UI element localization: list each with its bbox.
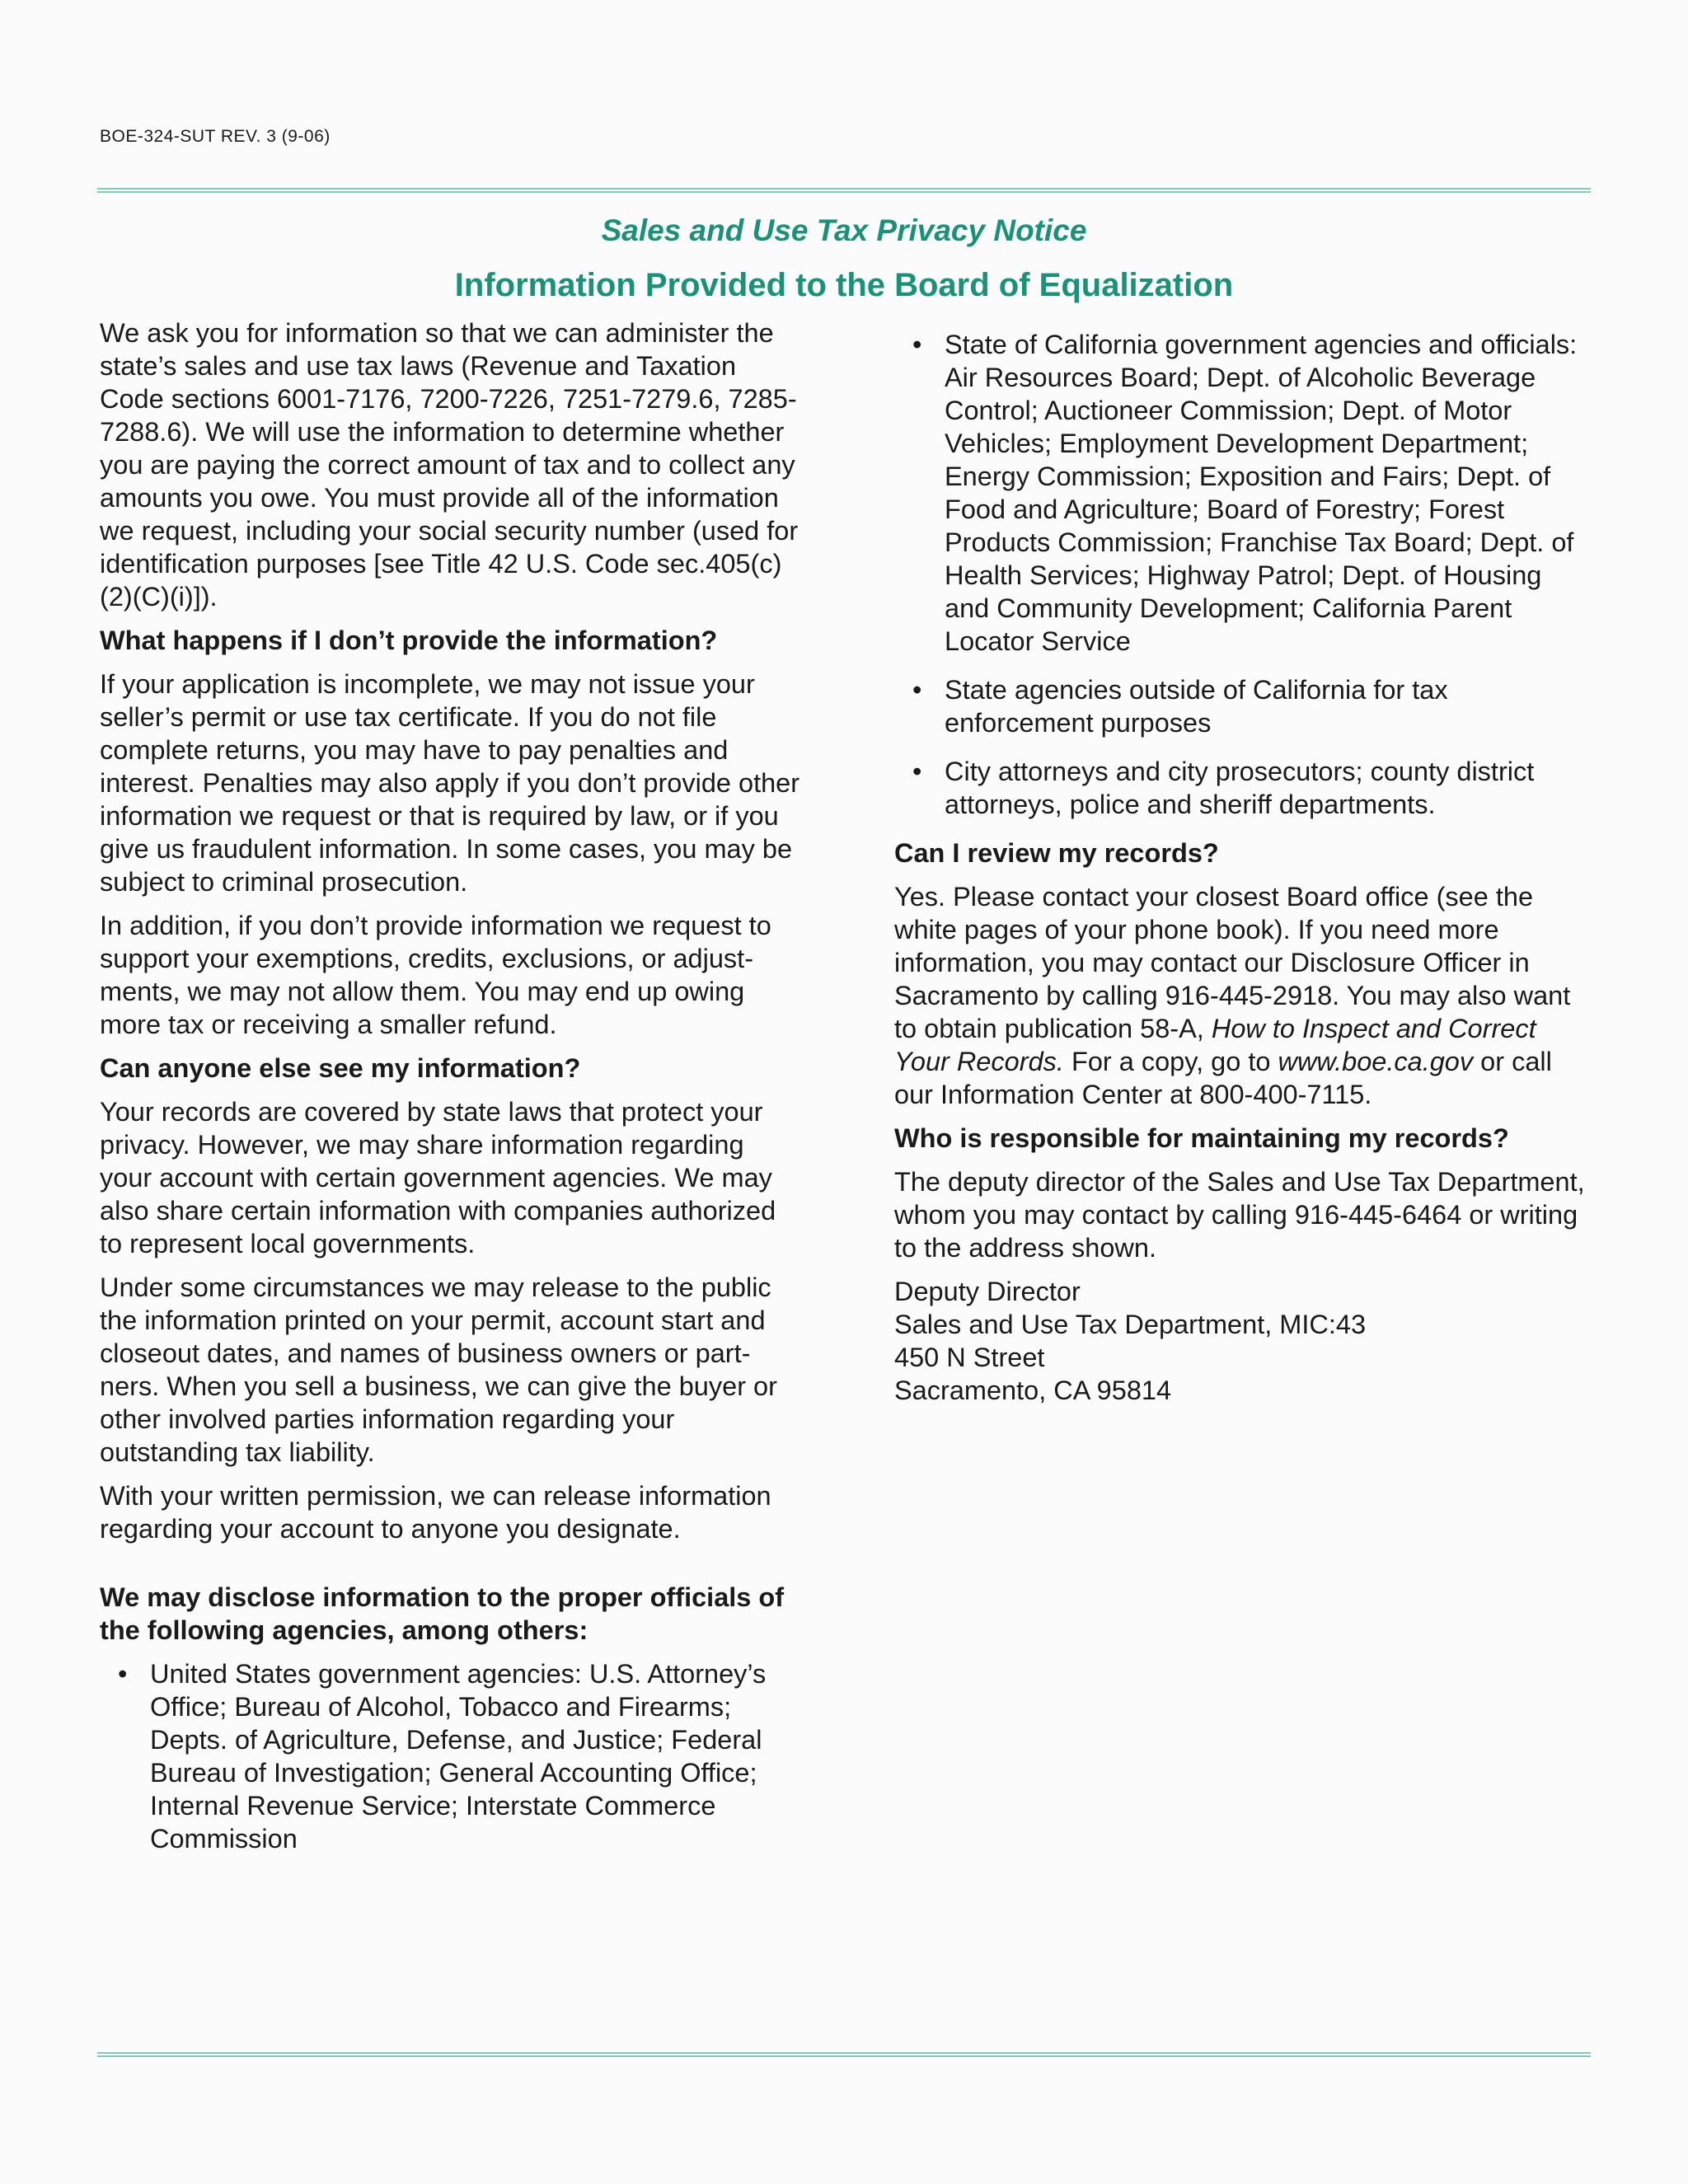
- address-line: Sales and Use Tax Department, MIC:43: [894, 1310, 1367, 1339]
- bullet-city-agencies: City attorneys and city prosecutors; county district attorneys, police and sheriff departments.: [945, 757, 1535, 819]
- list-item: [894, 755, 1591, 821]
- address-line: 450 N Street: [894, 1343, 1045, 1372]
- list-item: [100, 1657, 800, 1855]
- review-text-c: or call our Information Center at 800-400-7115.: [894, 1047, 1552, 1109]
- review-text-a: Yes. Please contact your closest Board office (see the white pages of your phone book). If you need more information, you may contact our Disclosure Officer in Sacramento by calling 916-445-2918. You may also want to obtain publication 58-A,: [894, 882, 1571, 1043]
- notice-title: Sales and Use Tax Privacy Notice: [601, 213, 1087, 247]
- question-who-sees: Can anyone else see my information?: [100, 1053, 581, 1083]
- bullet-icon: •: [912, 675, 922, 705]
- agency-list-left: [100, 1657, 800, 1855]
- boe-website-link[interactable]: www.boe.ca.gov: [1278, 1047, 1474, 1076]
- list-item: [894, 328, 1591, 658]
- bullet-outside-agencies: State agencies outside of California for tax enforcement purposes: [945, 675, 1448, 738]
- bullet-us-agencies: United States government agencies: U.S. Attorney’s Office; Bureau of Alcohol, Tobacco and Firearms; Depts. of Agriculture, Defense, and Justice; Federal Bureau of Investigation; General Accounting Office; Internal Revenue Service; Interstate Commerce Commission: [150, 1659, 767, 1854]
- answer-not-provide-2: In addition, if you don’t provide information we request to support your exemptions, credits, exclusions, or adjustments, we may not allow them. You may end up owing more tax or receiving a smaller refund.: [100, 911, 771, 1039]
- answer-responsible: The deputy director of the Sales and Use Tax Department, whom you may contact by calling 916-445-6464 or writing to the address shown.: [894, 1167, 1585, 1263]
- bottom-divider: [97, 2052, 1591, 2057]
- intro-paragraph: We ask you for information so that we can administer the state’s sales and use tax laws (Revenue and Taxation Code sections 6001-7176, 7200-7226, 7251-7279.6, 7285-7288.6). We will use the information to determine whether you are paying the correct amount of tax and to collect any amounts you owe. You must provide all of the information we request, including your social security number (used for identification purposes [see Title 42 U.S. Code sec.405(c)(2)(C)(i)]).: [100, 318, 799, 612]
- notice-subtitle: Information Provided to the Board of Equalization: [454, 267, 1234, 303]
- top-divider: [97, 188, 1591, 193]
- question-not-provide: What happens if I don’t provide the information?: [100, 626, 718, 655]
- form-id: BOE-324-SUT REV. 3 (9-06): [100, 127, 331, 146]
- address-line: Sacramento, CA 95814: [894, 1376, 1172, 1405]
- address-line: Deputy Director: [894, 1277, 1081, 1306]
- bullet-icon: •: [912, 330, 922, 359]
- review-text-b: For a copy, go to: [1063, 1047, 1278, 1076]
- answer-not-provide-1: If your application is incomplete, we may not issue your seller’s permit or use tax certificate. If you do not file complete returns, you may have to pay penalties and interest. Penalties may also apply if you don’t provide other information we request or that is required by law, or if you give us fraudulent information. In some cases, you may be subject to criminal prosecution.: [100, 669, 800, 897]
- bullet-icon: •: [912, 757, 922, 786]
- question-review-records: Can I review my records?: [894, 838, 1219, 868]
- publication-title: How to Inspect and Correct Your Records.: [894, 1014, 1536, 1076]
- bullet-icon: •: [118, 1659, 128, 1689]
- answer-review-records: [894, 880, 1591, 1111]
- answer-who-sees-1: Your records are covered by state laws that protect your privacy. However, we may share information regarding your account with certain government agencies. We may also share certain information with companies authorized to represent local governments.: [100, 1097, 776, 1258]
- left-column: [100, 316, 800, 1871]
- question-responsible: Who is responsible for maintaining my records?: [894, 1123, 1509, 1153]
- answer-who-sees-2: Under some circumstances we may release to the public the information printed on your permit, account start and closeout dates, and names of business owners or partners. When you sell a business, we can give the buyer or other involved parties information regarding your outstanding tax liability.: [100, 1272, 777, 1467]
- mailing-address: [894, 1275, 1591, 1407]
- bullet-california-agencies: State of California government agencies and officials: Air Resources Board; Dept. of Alcoholic Beverage Control; Auctioneer Commission; Dept. of Motor Vehicles; Employment Development Department; Energy Commission; Exposition and Fairs; Dept. of Food and Agriculture; Board of Forestry; Forest Products Commission; Franchise Tax Board; Dept. of Health Services; Highway Patrol; Dept. of Housing and Community Development; California Parent Locator Service: [945, 330, 1578, 656]
- section-spacer: [100, 1556, 800, 1581]
- answer-who-sees-3: With your written permission, we can release information regarding your account to anyone you designate.: [100, 1481, 771, 1544]
- agency-list-right: [894, 328, 1591, 821]
- disclose-heading: We may disclose information to the proper officials of the following agencies, among others:: [100, 1582, 785, 1645]
- right-column: [894, 328, 1591, 1407]
- list-item: [894, 673, 1591, 739]
